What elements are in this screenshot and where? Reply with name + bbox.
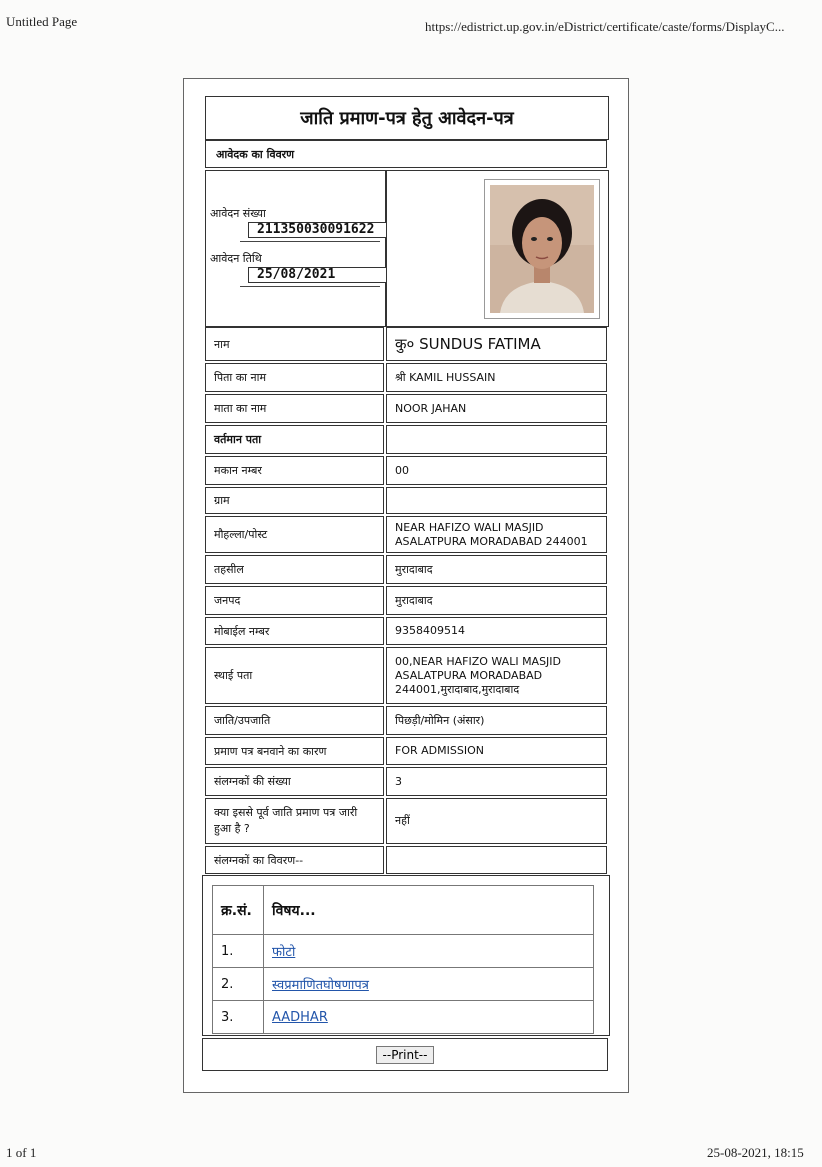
field-label-permanent-address: स्थाई पता [205, 647, 384, 704]
page-footer-number: 1 of 1 [6, 1145, 37, 1160]
field-value-village [386, 487, 607, 514]
page-header-url: https://edistrict.up.gov.in/eDistrict/certificate/caste/forms/DisplayC... [425, 19, 785, 34]
divider [240, 241, 380, 242]
doc-cell [264, 1001, 594, 1034]
section-heading: आवेदक का विवरण [205, 140, 607, 168]
application-info [205, 170, 386, 327]
application-date: 25/08/2021 [248, 267, 469, 283]
print-button[interactable]: --Print-- [376, 1046, 435, 1064]
field-label-current-address: वर्तमान पता [205, 425, 384, 454]
field-label-attachment-count: संलग्नकों की संख्या [205, 767, 384, 796]
table-row [213, 1001, 594, 1034]
field-label-mother: माता का नाम [205, 394, 384, 423]
field-label-reason: प्रमाण पत्र बनवाने का कारण [205, 737, 384, 765]
field-value-attachment-details [386, 846, 607, 874]
application-number: 211350030091622 [248, 222, 469, 238]
field-value-mother: NOOR JAHAN [386, 394, 607, 423]
print-row [202, 1038, 608, 1071]
field-label-district: जनपद [205, 586, 384, 615]
page-footer-datetime: 25-08-2021, 18:15 [707, 1145, 804, 1160]
field-label-attachment-details: संलग्नकों का विवरण-- [205, 846, 384, 874]
field-label-father: पिता का नाम [205, 363, 384, 392]
field-value-house-no: 00 [386, 456, 607, 485]
doc-cell [264, 935, 594, 968]
field-value-name: कु० SUNDUS FATIMA [386, 327, 607, 361]
photo-cell [386, 170, 609, 327]
field-label-house-no: मकान नम्बर [205, 456, 384, 485]
divider [240, 286, 380, 287]
doc-cell [264, 968, 594, 1001]
doc-sn: 2. [213, 968, 264, 1001]
doc-sn: 1. [213, 935, 264, 968]
field-value-attachment-count: 3 [386, 767, 607, 796]
field-value-locality: NEAR HAFIZO WALI MASJID ASALATPURA MORADABAD 244001 [386, 516, 607, 553]
application-date-label: आवेदन तिथि [210, 252, 262, 265]
portrait-icon [490, 185, 594, 313]
column-header-sn: क्र.सं. [213, 886, 264, 935]
field-label-mobile: मोबाईल नम्बर [205, 617, 384, 645]
field-value-reason: FOR ADMISSION [386, 737, 607, 765]
doc-link-photo[interactable]: फोटो [272, 945, 296, 960]
page-header-title: Untitled Page [6, 14, 78, 29]
field-label-locality: मौहल्ला/पोस्ट [205, 516, 384, 553]
field-value-mobile: 9358409514 [386, 617, 607, 645]
field-value-father: श्री KAMIL HUSSAIN [386, 363, 607, 392]
field-value-caste: पिछड़ी/मोमिन (अंसार) [386, 706, 607, 735]
documents-header-row [213, 886, 594, 935]
field-label-caste: जाति/उपजाति [205, 706, 384, 735]
field-value-current-address [386, 425, 607, 454]
doc-link-self-declaration[interactable]: स्वप्रमाणितघोषणापत्र [272, 978, 369, 993]
field-value-permanent-address: 00,NEAR HAFIZO WALI MASJID ASALATPURA MORADABAD 244001,मुरादाबाद,मुरादाबाद [386, 647, 607, 704]
doc-sn: 3. [213, 1001, 264, 1034]
field-label-name: नाम [205, 327, 384, 361]
field-value-previous-certificate: नहीं [386, 798, 607, 844]
field-label-village: ग्राम [205, 487, 384, 514]
field-label-tehsil: तहसील [205, 555, 384, 584]
documents-table [212, 885, 594, 1034]
field-value-tehsil: मुरादाबाद [386, 555, 607, 584]
field-label-previous-certificate: क्या इससे पूर्व जाति प्रमाण पत्र जारी हुआ है ? [205, 798, 384, 844]
applicant-photo [484, 179, 600, 319]
application-number-label: आवेदन संख्या [210, 207, 266, 220]
field-value-district: मुरादाबाद [386, 586, 607, 615]
table-row [213, 968, 594, 1001]
form-title: जाति प्रमाण-पत्र हेतु आवेदन-पत्र [205, 96, 609, 140]
table-row [213, 935, 594, 968]
doc-link-aadhar[interactable]: AADHAR [272, 1009, 328, 1025]
column-header-subject: विषय... [264, 886, 594, 935]
